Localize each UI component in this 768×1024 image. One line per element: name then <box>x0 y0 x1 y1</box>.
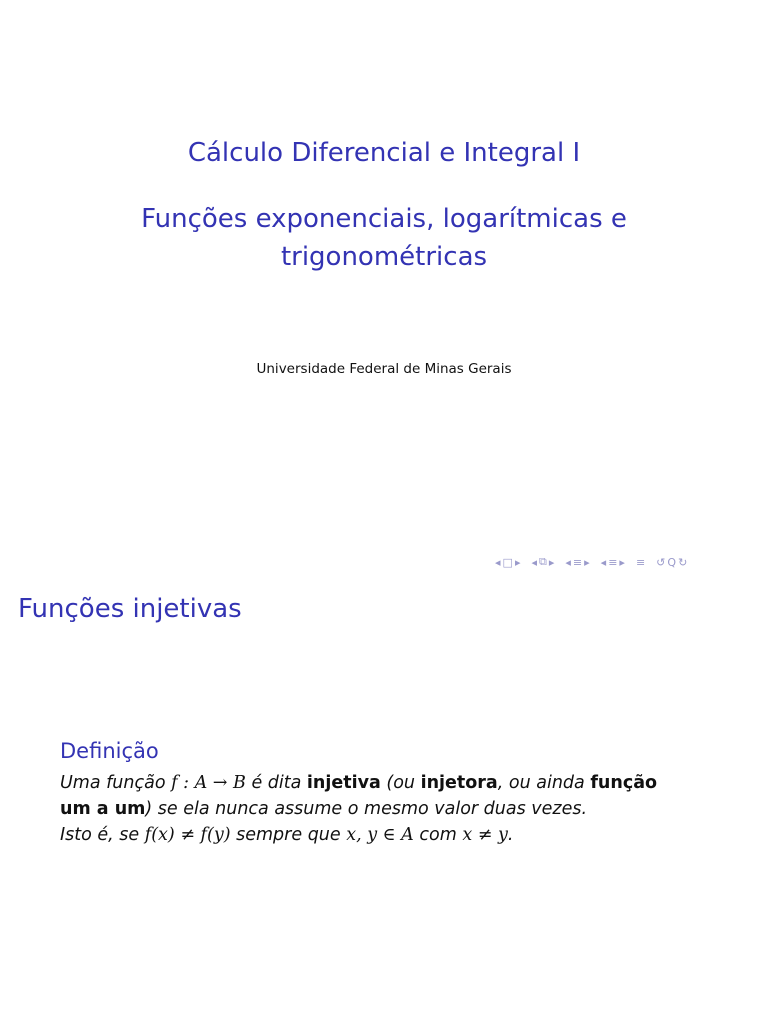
bold-term: função <box>590 773 658 793</box>
nav-appendix-group <box>635 556 646 569</box>
nav-right-arrow-icon[interactable]: ▸ <box>514 555 521 569</box>
nav-back-icon[interactable]: ↺ <box>656 555 666 569</box>
text-segment: . <box>507 825 514 845</box>
nav-section-group <box>564 556 590 569</box>
text-segment: Isto é, se <box>60 825 145 845</box>
nav-search-group <box>655 556 688 569</box>
institute-name: Universidade Federal de Minas Gerais <box>256 361 512 377</box>
definition-line-2 <box>60 796 700 822</box>
nav-left-arrow-icon[interactable]: ◂ <box>565 555 571 569</box>
nav-left-arrow-icon[interactable]: ◂ <box>495 555 501 569</box>
bold-term: injetiva <box>306 773 381 793</box>
bold-term: injetora <box>420 773 498 793</box>
text-segment: ) se ela nunca assume o mesmo valor duas vezes. <box>145 799 588 819</box>
nav-right-arrow-icon[interactable]: ▸ <box>619 555 625 569</box>
definition-body <box>60 770 700 848</box>
math-expression: x ≠ y <box>462 825 508 845</box>
frame-title: Funções injetivas <box>18 594 242 624</box>
definition-title: Definição <box>60 739 159 763</box>
nav-subsection-group <box>530 555 555 569</box>
bold-term: um a um <box>60 799 146 819</box>
nav-subsection-icon[interactable]: ⧉ <box>539 555 547 568</box>
nav-left-arrow-icon[interactable]: ◂ <box>531 555 537 569</box>
presentation-subtitle <box>0 200 768 276</box>
presentation-title: Cálculo Diferencial e Integral I <box>187 138 581 168</box>
text-segment: sempre que <box>230 825 347 845</box>
text-segment: (ou <box>380 773 421 793</box>
nav-right-arrow-icon[interactable]: ▸ <box>548 555 555 569</box>
definition-line-3 <box>60 822 700 848</box>
nav-right-arrow-icon[interactable]: ▸ <box>584 555 590 569</box>
nav-frame-group <box>494 556 521 569</box>
text-segment: Uma função <box>60 773 172 793</box>
nav-section-icon[interactable]: ≡ <box>572 555 583 569</box>
subtitle-line-2: trigonométricas <box>280 242 488 272</box>
nav-left-arrow-icon[interactable]: ◂ <box>600 555 607 569</box>
text-segment: com <box>413 825 463 845</box>
math-expression: f : A → B <box>171 773 246 793</box>
text-segment: , ou ainda <box>497 773 591 793</box>
math-expression: f(x) ≠ f(y) <box>144 825 231 845</box>
nav-frame-icon[interactable]: □ <box>502 555 513 569</box>
nav-document-icon[interactable]: ≡ <box>608 555 618 569</box>
beamer-navigation-bar <box>494 554 697 570</box>
content-slide <box>0 576 768 1024</box>
subtitle-line-1: Funções exponenciais, logarítmicas e <box>141 204 627 234</box>
math-expression: x, y ∈ A <box>346 825 414 845</box>
nav-search-icon[interactable]: Q <box>667 555 677 569</box>
nav-forward-icon[interactable]: ↻ <box>678 555 688 569</box>
definition-line-1 <box>60 770 700 796</box>
text-segment: é dita <box>245 773 307 793</box>
nav-document-group <box>600 556 626 569</box>
nav-appendix-icon[interactable]: ≡ <box>635 555 646 569</box>
